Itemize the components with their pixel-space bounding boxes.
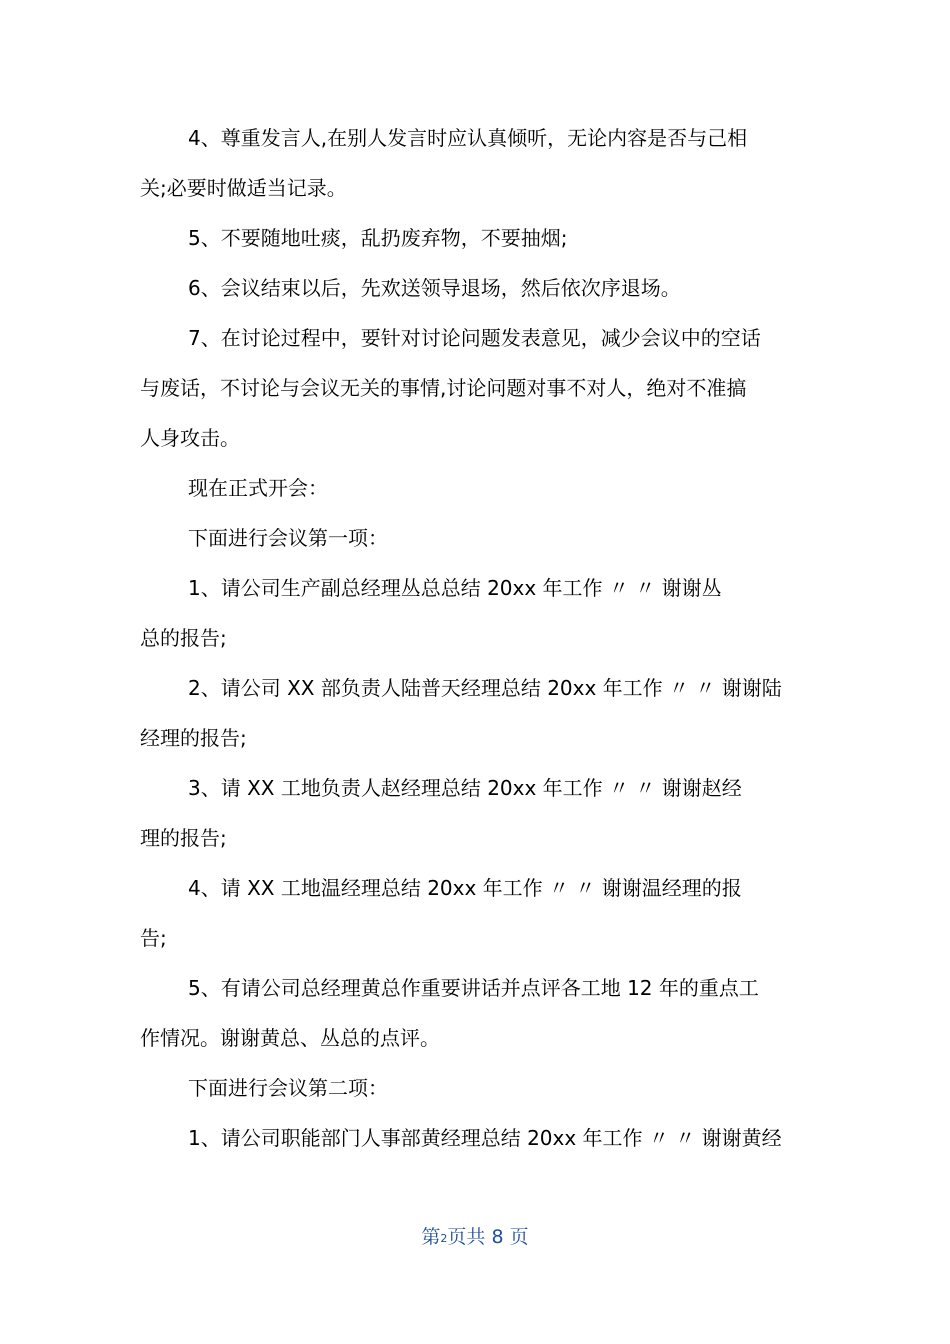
paragraph-line: 理的报告;	[140, 826, 227, 850]
page-footer	[0, 1224, 950, 1252]
footer-page-number: 2	[440, 1232, 448, 1245]
paragraph-line: 1、请公司职能部门人事部黄经理总结 20xx 年工作 〃 〃 谢谢黄经	[188, 1126, 782, 1150]
document-body	[140, 113, 820, 1163]
paragraph-line: 告;	[140, 926, 167, 950]
paragraph-line: 人身攻击。	[140, 426, 240, 450]
paragraph-line: 4、请 XX 工地温经理总结 20xx 年工作 〃 〃 谢谢温经理的报	[188, 876, 742, 900]
footer-prefix: 第	[421, 1226, 441, 1248]
paragraph-line: 3、请 XX 工地负责人赵经理总结 20xx 年工作 〃 〃 谢谢赵经	[188, 776, 742, 800]
footer-suffix: 页共 8 页	[447, 1226, 529, 1248]
paragraph-line: 现在正式开会：	[188, 476, 328, 500]
paragraph-line: 1、请公司生产副总经理丛总总结 20xx 年工作 〃 〃 谢谢丛	[188, 576, 722, 600]
paragraph-line: 经理的报告;	[140, 726, 247, 750]
paragraph-line: 7、在讨论过程中，要针对讨论问题发表意见，减少会议中的空话	[188, 326, 761, 350]
paragraph-line: 5、不要随地吐痰，乱扔废弃物，不要抽烟;	[188, 226, 568, 250]
paragraph-line: 关;必要时做适当记录。	[140, 176, 347, 200]
paragraph-line: 总的报告;	[140, 626, 227, 650]
paragraph-line: 6、会议结束以后，先欢送领导退场，然后依次序退场。	[188, 276, 681, 300]
paragraph-line: 与废话，不讨论与会议无关的事情,讨论问题对事不对人，绝对不准搞	[140, 376, 747, 400]
paragraph-line: 2、请公司 XX 部负责人陆普天经理总结 20xx 年工作 〃 〃 谢谢陆	[188, 676, 782, 700]
paragraph-line: 下面进行会议第一项：	[188, 526, 388, 550]
paragraph-line: 作情况。谢谢黄总、丛总的点评。	[140, 1026, 440, 1050]
paragraph-line: 下面进行会议第二项：	[188, 1076, 388, 1100]
paragraph-line: 4、尊重发言人,在别人发言时应认真倾听，无论内容是否与己相	[188, 126, 748, 150]
paragraph-line: 5、有请公司总经理黄总作重要讲话并点评各工地 12 年的重点工	[188, 976, 759, 1000]
